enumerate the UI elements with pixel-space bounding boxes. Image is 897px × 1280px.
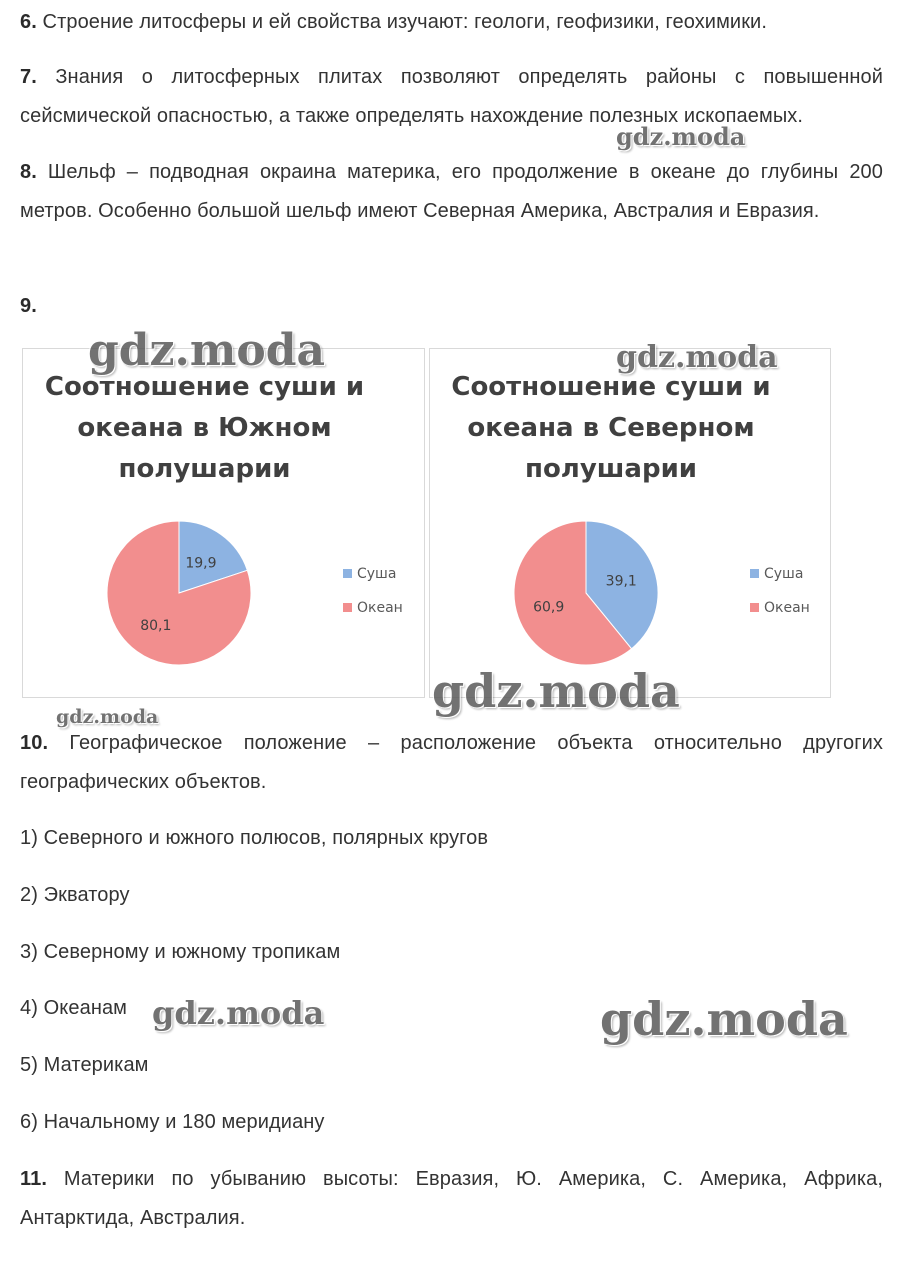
item-text: Географическое положение – расположение объекта относительно другогих географических объектов. xyxy=(20,732,883,793)
watermark: gdz.moda xyxy=(88,325,326,376)
item-number: 8. xyxy=(20,161,37,183)
item-6 xyxy=(20,3,883,42)
legend-swatch xyxy=(343,569,352,578)
data-label: 60,9 xyxy=(533,599,565,616)
item-text: Знания о литосферных плитах позволяют определять районы с повышенной сейсмической опасностью, а также определять нахождение полезных ископаемых. xyxy=(20,66,883,127)
item-11 xyxy=(20,1160,883,1238)
legend-swatch xyxy=(343,603,352,612)
watermark: gdz.moda xyxy=(616,122,746,151)
list-item-4: 4) Океанам xyxy=(20,997,128,1019)
pie-chart-south xyxy=(22,348,425,698)
item-10 xyxy=(20,724,883,802)
item-number: 11. xyxy=(20,1168,47,1190)
item-number: 9. xyxy=(20,295,37,317)
chart-title-line: Соотношение суши и xyxy=(44,372,365,402)
item-text: Строение литосферы и ей свойства изучают: геологи, геофизики, геохимики. xyxy=(36,11,767,33)
list-item-2: 2) Экватору xyxy=(20,884,130,906)
chart-title-line: океана в Южном xyxy=(77,413,332,443)
item-7 xyxy=(20,58,883,136)
watermark: gdz.moda xyxy=(616,340,778,375)
list-item-1: 1) Северного и южного полюсов, полярных кругов xyxy=(20,827,489,849)
legend-swatch xyxy=(750,569,759,578)
data-label: 80,1 xyxy=(140,618,172,635)
data-label: 39,1 xyxy=(605,573,637,590)
list-item-3: 3) Северному и южному тропикам xyxy=(20,941,341,963)
list-item-6: 6) Начальному и 180 меридиану xyxy=(20,1111,325,1133)
watermark: gdz.moda xyxy=(600,992,848,1046)
legend-entry: Суша xyxy=(357,566,397,582)
item-text: Материки по убыванию высоты: Евразия, Ю. Америка, С. Америка, Африка, Антарктида, Австралия. xyxy=(20,1168,883,1229)
watermark: gdz.moda xyxy=(152,994,325,1032)
item-9 xyxy=(20,287,883,326)
legend-entry: Океан xyxy=(357,600,403,616)
pie-chart-north-svg xyxy=(430,349,832,699)
item-8 xyxy=(20,153,883,231)
chart-title-line: океана в Северном xyxy=(467,413,755,443)
watermark: gdz.moda xyxy=(432,664,680,718)
pie-chart-north xyxy=(429,348,831,698)
watermark: gdz.moda xyxy=(56,706,159,728)
list-item-5: 5) Материкам xyxy=(20,1054,149,1076)
item-number: 7. xyxy=(20,66,37,88)
chart-title-line: полушарии xyxy=(524,454,698,484)
item-number: 6. xyxy=(20,11,37,33)
item-number: 10. xyxy=(20,732,49,754)
item-text: Шельф – подводная окраина материка, его продолжение в океане до глубины 200 метров. Особенно большой шельф имеют Северная Америка, Австралия и Евразия. xyxy=(20,161,883,222)
chart-title-line: Соотношение суши и xyxy=(451,372,771,402)
chart-title-line: полушарии xyxy=(118,454,291,484)
pie-chart-south-svg xyxy=(23,349,426,699)
legend-swatch xyxy=(750,603,759,612)
legend-entry: Океан xyxy=(764,600,810,616)
legend-entry: Суша xyxy=(764,566,804,582)
data-label: 19,9 xyxy=(185,555,217,572)
